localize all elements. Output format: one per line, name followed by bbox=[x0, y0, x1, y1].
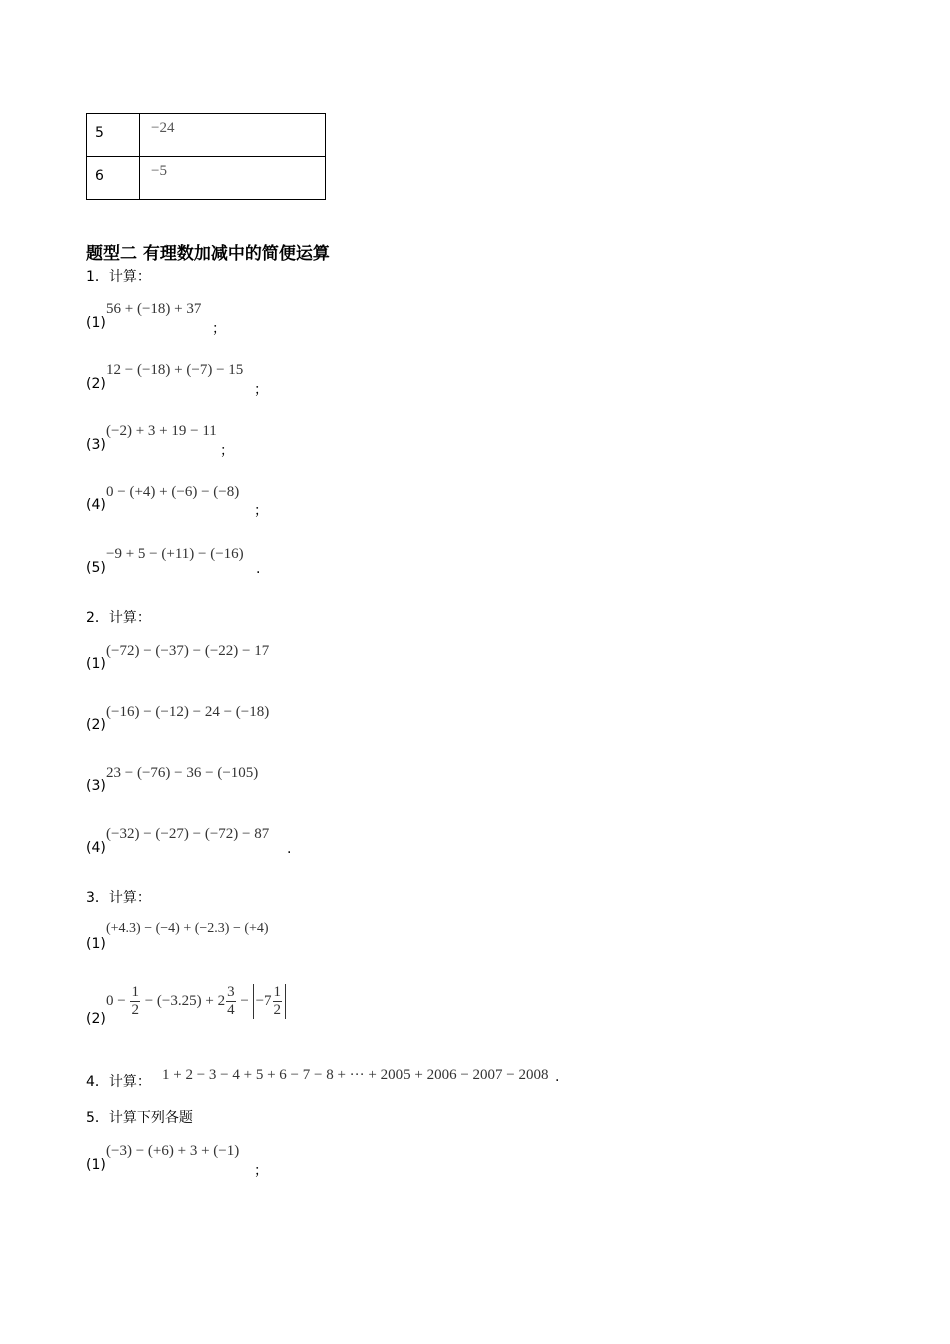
q1-item-4-expression: 0 − (+4) + (−6) − (−8) bbox=[106, 484, 240, 500]
q1-item-3-expression: (−2) + 3 + 19 − 11 bbox=[106, 423, 217, 439]
section-title: 题型二 有理数加减中的简便运算 bbox=[86, 244, 330, 264]
question-3-title: 3．计算： bbox=[86, 890, 151, 906]
q1-item-2-punctuation: ； bbox=[254, 382, 268, 398]
table-cell-number: 6 bbox=[87, 157, 140, 200]
answer-table bbox=[86, 113, 326, 200]
q1-item-4-punctuation: ； bbox=[254, 503, 268, 519]
table-cell-number: 5 bbox=[87, 114, 140, 157]
q2-item-4-punctuation: . bbox=[287, 841, 292, 857]
q1-item-2-expression: 12 − (−18) + (−7) − 15 bbox=[106, 362, 244, 378]
q1-item-3-label: (3) bbox=[86, 437, 106, 453]
fraction: $\frac{1}{2}$ bbox=[273, 984, 282, 1018]
q2-item-3-label: (3) bbox=[86, 778, 106, 794]
fraction: $\frac{3}{4}$ bbox=[227, 984, 235, 1018]
q5-item-1-expression: (−3) − (+6) + 3 + (−1) bbox=[106, 1143, 240, 1159]
q2-item-2-label: (2) bbox=[86, 717, 106, 733]
q2-item-4-expression: (−32) − (−27) − (−72) − 87 bbox=[106, 826, 270, 842]
q1-item-5-expression: −9 + 5 − (+11) − (−16) bbox=[106, 546, 244, 562]
q4-expression: 1 + 2 − 3 − 4 + 5 + 6 − 7 − 8 + ··· + 2005 + 2006 − 2007 − 2008 bbox=[162, 1067, 549, 1083]
question-5-title: 5．计算下列各题 bbox=[86, 1110, 193, 1126]
question-4-title: 4．计算： bbox=[86, 1074, 151, 1090]
absolute-value: −7 $\frac{1}{2}$ bbox=[253, 984, 286, 1019]
q1-item-5-punctuation: . bbox=[256, 561, 261, 577]
q1-item-3-punctuation: ； bbox=[220, 443, 234, 459]
q3-item-2-label: (2) bbox=[86, 1011, 106, 1027]
question-1-title: 1．计算： bbox=[86, 269, 151, 285]
q3-item-1-label: (1) bbox=[86, 936, 106, 952]
q3-item-2-expression: 0 − $\frac{1}{2}$ − (−3.25) + 2 $\frac{3}{4}$ − −7 $\frac{1}{2}$ bbox=[106, 984, 286, 1019]
table-cell-value: −5 bbox=[140, 157, 326, 200]
q2-item-4-label: (4) bbox=[86, 840, 106, 856]
q5-item-1-punctuation: ； bbox=[254, 1163, 268, 1179]
q2-item-1-expression: (−72) − (−37) − (−22) − 17 bbox=[106, 643, 270, 659]
q2-item-1-label: (1) bbox=[86, 656, 106, 672]
table-cell-value: −24 bbox=[140, 114, 326, 157]
table-row bbox=[87, 114, 326, 157]
q1-item-4-label: (4) bbox=[86, 497, 106, 513]
q1-item-5-label: (5) bbox=[86, 560, 106, 576]
q4-punctuation: . bbox=[555, 1069, 560, 1085]
table-row bbox=[87, 157, 326, 200]
question-2-title: 2．计算： bbox=[86, 610, 151, 626]
q1-item-1-expression: 56 + (−18) + 37 bbox=[106, 301, 202, 317]
q5-item-1-label: (1) bbox=[86, 1157, 106, 1173]
fraction: $\frac{1}{2}$ bbox=[131, 984, 139, 1018]
q1-item-1-punctuation: ； bbox=[212, 321, 226, 337]
q1-item-2-label: (2) bbox=[86, 376, 106, 392]
q2-item-3-expression: 23 − (−76) − 36 − (−105) bbox=[106, 765, 259, 781]
q3-item-1-expression: (+4.3) − (−4) + (−2.3) − (+4) bbox=[106, 921, 269, 936]
q1-item-1-label: (1) bbox=[86, 315, 106, 331]
q2-item-2-expression: (−16) − (−12) − 24 − (−18) bbox=[106, 704, 270, 720]
